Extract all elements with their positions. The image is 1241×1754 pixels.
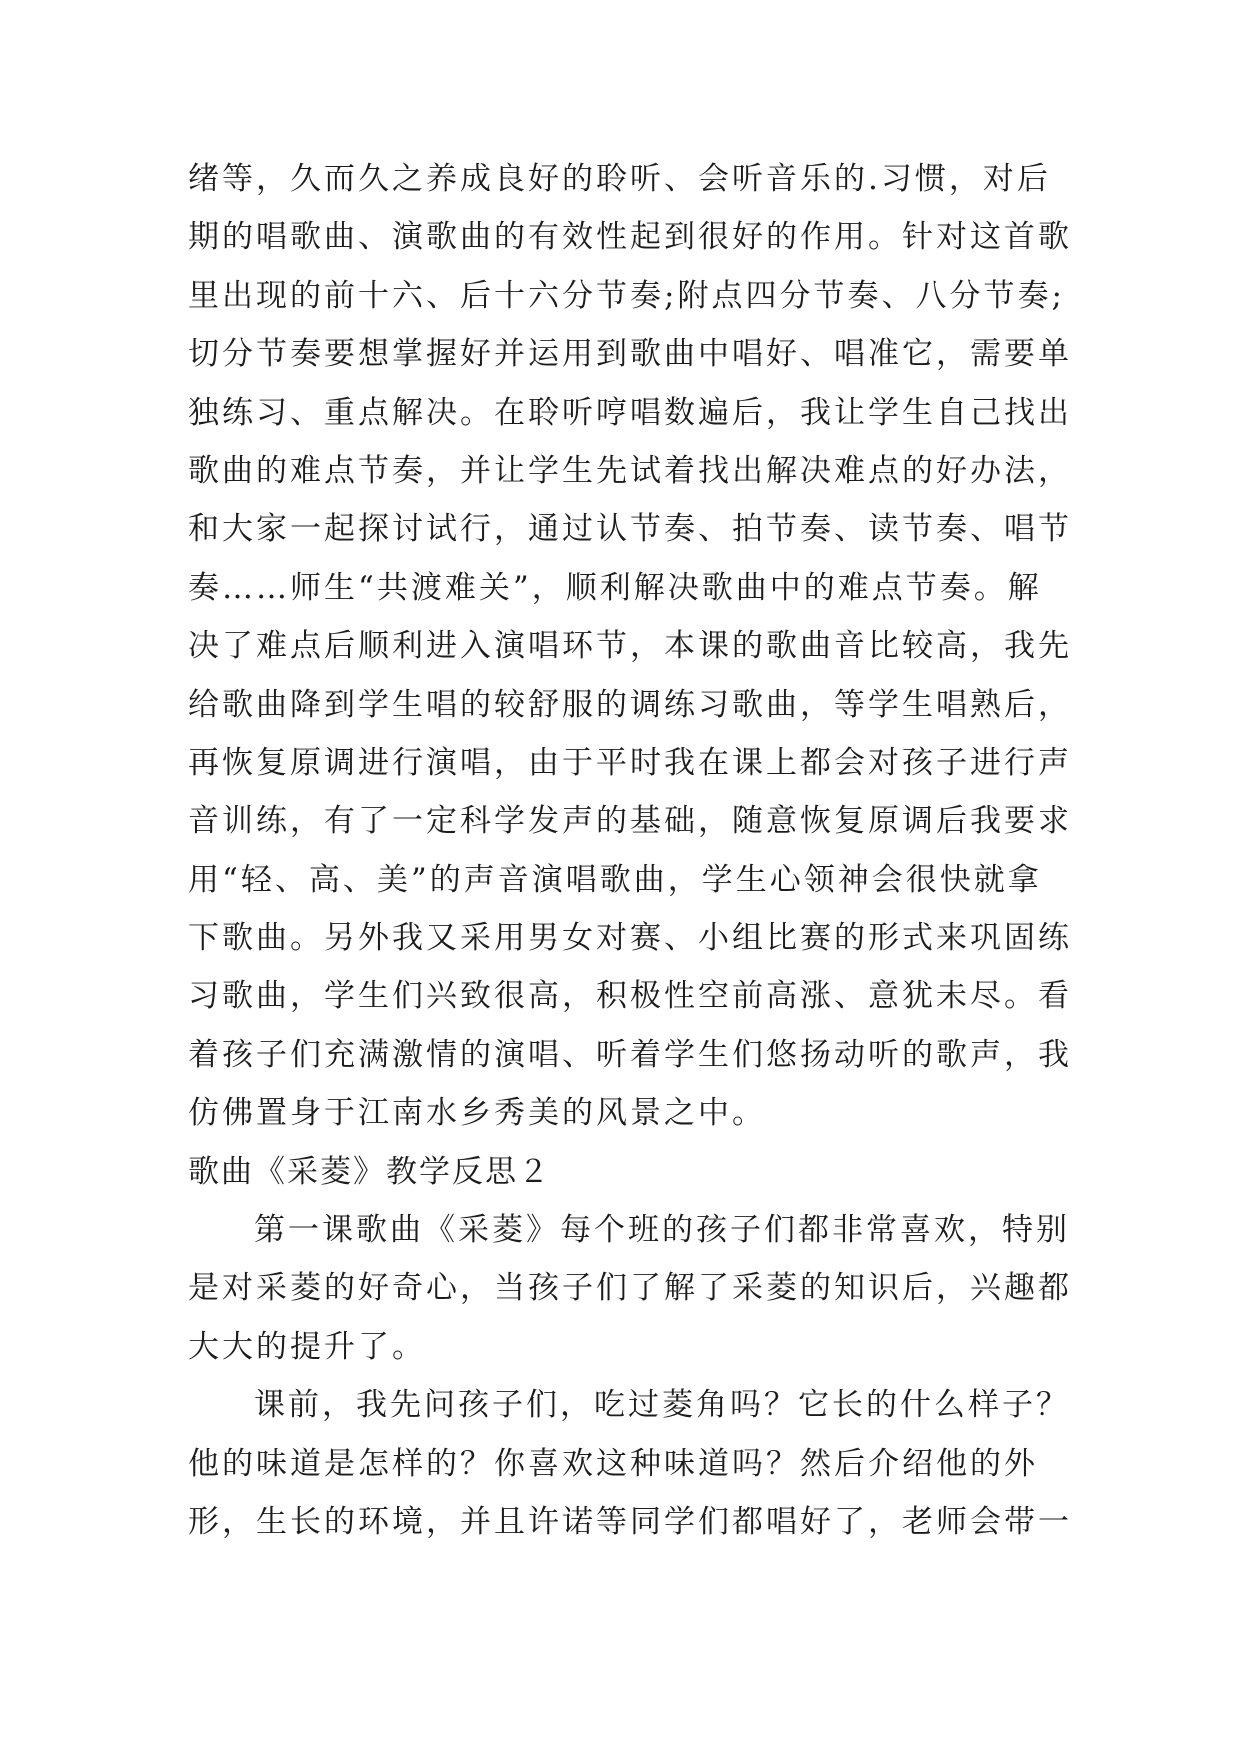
paragraph-intro	[188, 1201, 1072, 1376]
text-line: 切分节奏要想掌握好并运用到歌曲中唱好、唱准它，需要单	[188, 336, 1072, 373]
text-line: 歌曲的难点节奏，并让学生先试着找出解决难点的好办法，	[188, 452, 1072, 489]
text-line: 和大家一起探讨试行，通过认节奏、拍节奏、读节奏、唱节	[188, 511, 1072, 548]
document-body	[188, 150, 1072, 1551]
text-line: 第一课歌曲《采菱》每个班的孩子们都非常喜欢，特别	[254, 1212, 1070, 1249]
paragraph-continued	[188, 150, 1072, 1143]
text-line: 绪等，久而久之养成良好的聆听、会听音乐的.习惯，对后	[188, 161, 1051, 197]
text-line: 他的味道是怎样的？你喜欢这种味道吗？然后介绍他的外	[188, 1445, 1038, 1482]
text-line: 奏……师生“共渡难关”，顺利解决歌曲中的难点节奏。解	[188, 569, 1042, 606]
text-line: 期的唱歌曲、演歌曲的有效性起到很好的作用。针对这首歌	[188, 219, 1072, 256]
text-line: 决了难点后顺利进入演唱环节，本课的歌曲音比较高，我先	[188, 628, 1072, 665]
section-heading: 歌曲《采菱》教学反思２	[188, 1153, 551, 1190]
text-line: 给歌曲降到学生唱的较舒服的调练习歌曲，等学生唱熟后，	[188, 686, 1072, 723]
text-line: 着孩子们充满激情的演唱、听着学生们悠扬动听的歌声，我	[188, 1036, 1072, 1073]
text-line: 大大的提升了。	[188, 1328, 426, 1365]
text-line: 习歌曲，学生们兴致很高，积极性空前高涨、意犹未尽。看	[188, 978, 1072, 1015]
text-line: 里出现的前十六、后十六分节奏;附点四分节奏、八分节奏;	[188, 277, 1065, 314]
text-line: 用“轻、高、美”的声音演唱歌曲，学生心领神会很快就拿	[188, 861, 1042, 898]
text-line: 再恢复原调进行演唱，由于平时我在课上都会对孩子进行声	[188, 744, 1072, 781]
text-line: 下歌曲。另外我又采用男女对赛、小组比赛的形式来巩固练	[188, 920, 1072, 957]
text-line: 形，生长的环境，并且许诺等同学们都唱好了，老师会带一	[188, 1503, 1072, 1540]
paragraph-lesson	[188, 1376, 1072, 1551]
text-line: 音训练，有了一定科学发声的基础，随意恢复原调后我要求	[188, 803, 1072, 840]
text-line: 课前，我先问孩子们，吃过菱角吗？它长的什么样子？	[254, 1387, 1070, 1424]
text-line: 是对采菱的好奇心，当孩子们了解了采菱的知识后，兴趣都	[188, 1270, 1072, 1307]
text-line: 独练习、重点解决。在聆听哼唱数遍后，我让学生自己找出	[188, 394, 1072, 431]
text-line: 仿佛置身于江南水乡秀美的风景之中。	[188, 1095, 766, 1132]
